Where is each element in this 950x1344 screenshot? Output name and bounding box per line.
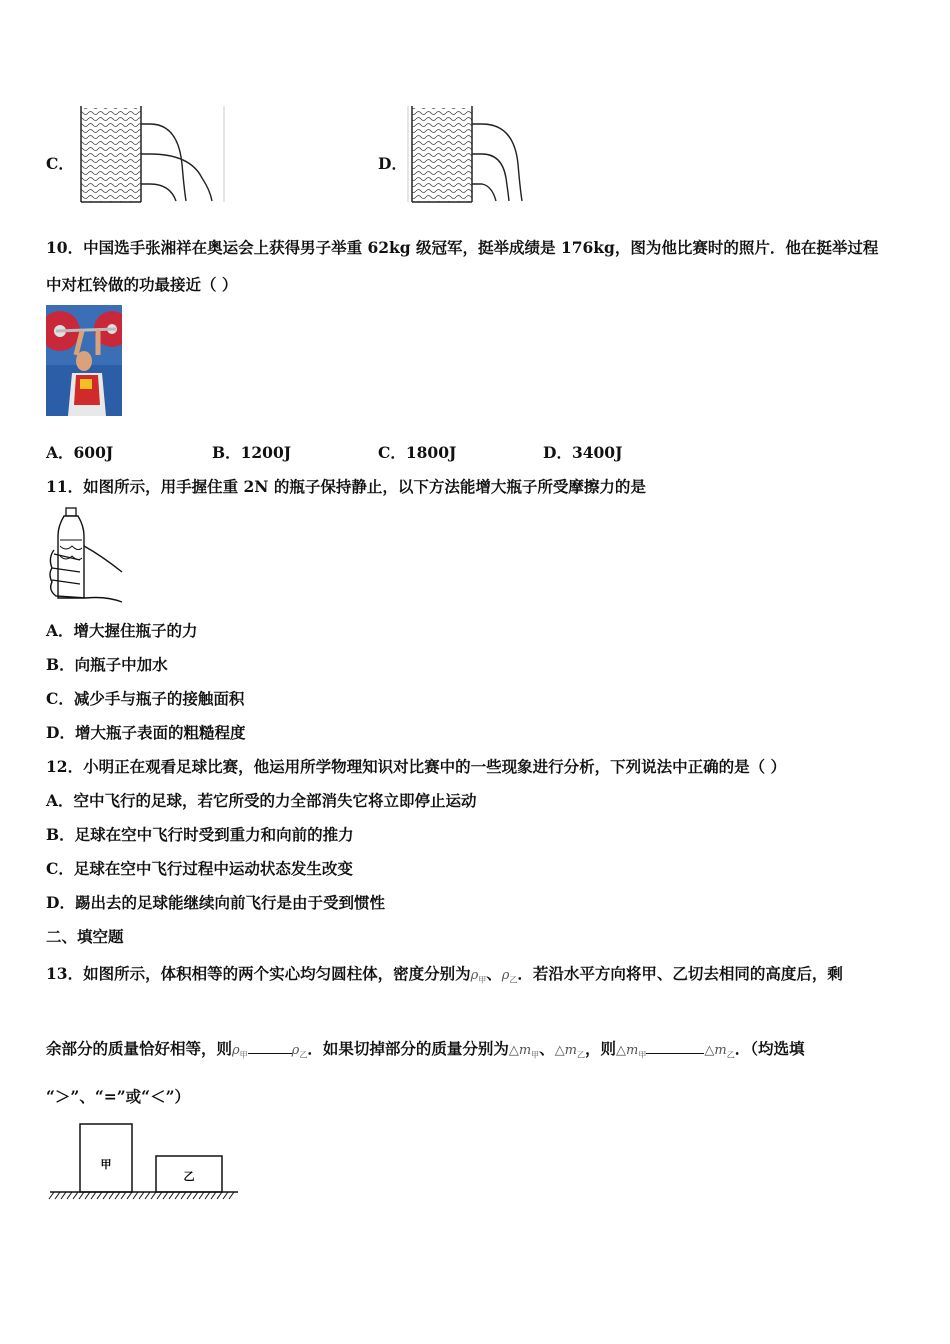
weightlifter-photo: [46, 305, 122, 416]
rho-yi-symbol-2: $\rho_乙$: [291, 1043, 308, 1060]
option-d-label: D．: [378, 154, 407, 173]
q13-sep2: 、: [539, 1039, 555, 1058]
dm-jia-symbol: $\triangle m_甲$: [508, 1043, 540, 1060]
q10-option-a[interactable]: A．600J: [46, 443, 114, 462]
cylinder-yi-label: 乙: [183, 1170, 195, 1183]
q10-stem-line2: 中对杠铃做的功最接近（ ）: [46, 275, 238, 294]
q11-option-d[interactable]: D．增大瓶子表面的粗糙程度: [46, 723, 246, 742]
q13-sep1: 、: [486, 964, 502, 983]
dm-yi-symbol-2: $\triangle m_乙$: [704, 1043, 735, 1060]
dm-jia-symbol-2: $\triangle m_甲$: [616, 1043, 647, 1060]
q13-text-1b: ．若沿水平方向将甲、乙切去相同的高度后，剩: [517, 964, 843, 983]
q11-option-c[interactable]: C．减少手与瓶子的接触面积: [46, 689, 245, 708]
q13-text-1a: 13．如图所示，体积相等的两个实心均匀圆柱体，密度分别为: [46, 964, 471, 983]
option-c-label: C．: [46, 154, 74, 173]
q12-option-b[interactable]: B．足球在空中飞行时受到重力和向前的推力: [46, 825, 354, 844]
q12-option-d[interactable]: D．踢出去的足球能继续向前飞行是由于受到惯性: [46, 893, 385, 912]
q12-option-a[interactable]: A．空中飞行的足球，若它所受的力全部消失它将立即停止运动: [46, 791, 477, 810]
rho-jia-symbol: $\rho_甲$: [470, 968, 487, 985]
hand-holding-bottle-figure: [46, 506, 128, 606]
q13-text-2b: ．如果切掉部分的质量分别为: [307, 1039, 509, 1058]
q13-line3: “＞”、“=”或“＜”）: [46, 1087, 190, 1106]
q13-line1: [46, 962, 843, 986]
q13-text-2d: ．（均选填: [734, 1039, 805, 1058]
cylinder-jia-label: 甲: [100, 1158, 112, 1171]
section-heading: 二、填空题: [46, 927, 124, 946]
answer-blank-1[interactable]: [248, 1039, 292, 1054]
q10-stem-line1: 10．中国选手张湘祥在奥运会上获得男子举重 62kg 级冠军，挺举成绩是 176kg，图为他比赛时的照片．他在挺举过程: [46, 238, 879, 257]
q10-option-d[interactable]: D．3400J: [543, 443, 623, 462]
dm-yi-symbol: $\triangle m_乙$: [554, 1043, 586, 1060]
q13-line2: [46, 1037, 804, 1061]
figure-c-container-holes: [78, 104, 228, 204]
q13-text-2a: 余部分的质量恰好相等，则: [46, 1039, 233, 1058]
rho-jia-symbol-2: $\rho_甲$: [232, 1043, 248, 1060]
q12-option-c[interactable]: C．足球在空中飞行过程中运动状态发生改变: [46, 859, 353, 878]
ground-hatching: [49, 1192, 234, 1199]
cylinders-figure: [46, 1120, 242, 1204]
figure-d-container-holes: [406, 104, 546, 204]
q12-stem: 12．小明正在观看足球比赛，他运用所学物理知识对比赛中的一些现象进行分析，下列说法中正确的是（ ）: [46, 757, 786, 776]
answer-blank-2[interactable]: [646, 1039, 704, 1054]
q11-stem: 11．如图所示，用手握住重 2N 的瓶子保持静止，以下方法能增大瓶子所受摩擦力的是: [46, 477, 646, 496]
q10-option-c[interactable]: C．1800J: [378, 443, 457, 462]
q11-option-b[interactable]: B．向瓶子中加水: [46, 655, 168, 674]
q13-text-2c: ，则: [585, 1039, 617, 1058]
rho-yi-symbol: $\rho_乙$: [501, 968, 518, 985]
q11-option-a[interactable]: A．增大握住瓶子的力: [46, 621, 198, 640]
q10-option-b[interactable]: B．1200J: [212, 443, 292, 462]
